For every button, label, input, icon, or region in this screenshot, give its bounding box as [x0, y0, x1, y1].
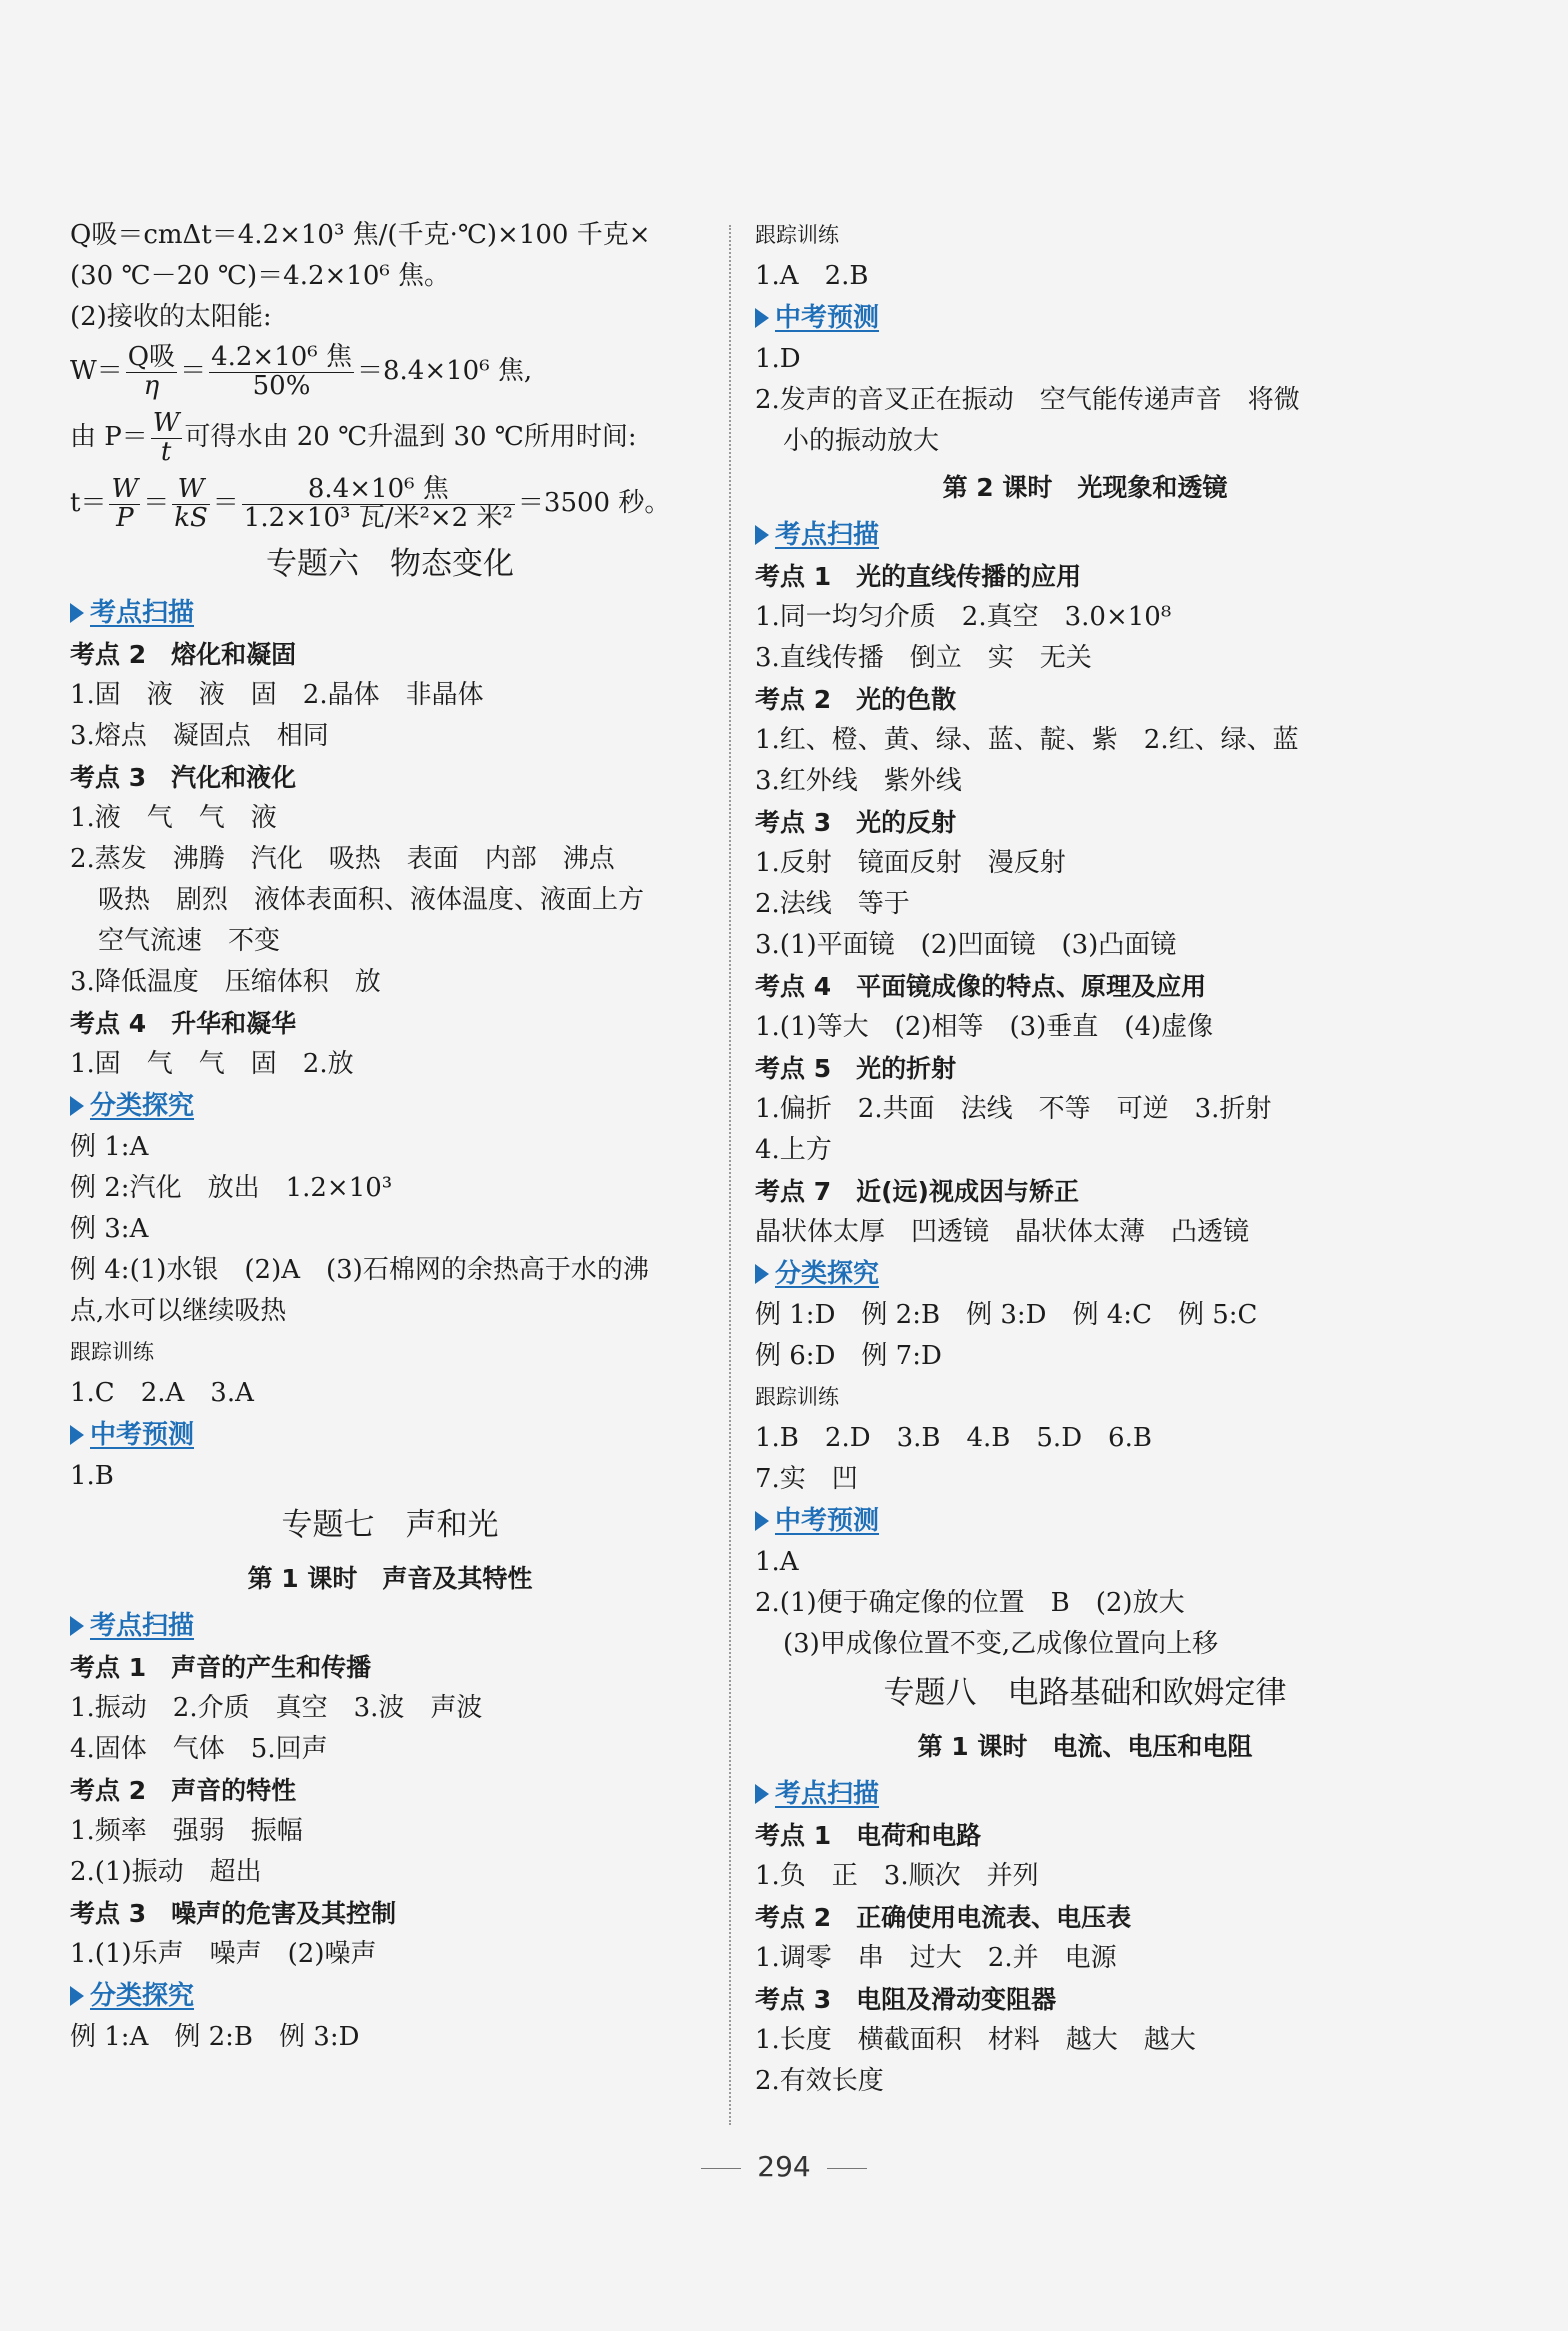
point-heading: 考点 2 声音的特性: [70, 1776, 297, 1805]
point-heading: 考点 1 电荷和电路: [755, 1821, 982, 1850]
fraction: [151, 410, 182, 466]
formula-w-lhs: W＝: [70, 356, 123, 386]
answer-line: 2.蒸发 沸腾 汽化 吸热 表面 内部 沸点: [70, 844, 615, 874]
answer-line: 例 1:D 例 2:B 例 3:D 例 4:C 例 5:C: [755, 1300, 1258, 1330]
fraction: [242, 476, 515, 532]
answer-line: 1.液 气 气 液: [70, 803, 277, 833]
play-arrow-icon: [70, 1616, 84, 1636]
point-heading: 考点 3 汽化和液化: [70, 763, 297, 792]
point-heading: 考点 5 光的折射: [755, 1054, 957, 1083]
play-arrow-icon: [755, 525, 769, 545]
page-number-text: 294: [757, 2150, 811, 2183]
play-arrow-icon: [755, 1784, 769, 1804]
formula-p-pre: 由 P＝: [70, 422, 148, 452]
fraction-denominator: 1.2×10³ 瓦/米²×2 米²: [243, 502, 513, 533]
formula-t: t＝ $\frac{W}{P}$ ＝ $\frac{W}{kS}$ ＝ $\frac{\text{8.4×10⁶ 焦}}{\text{1.2×10³ 瓦/米²×2 米²}}$ ＝3500 秒。: [70, 474, 671, 533]
answer-line: 1.A 2.B: [755, 261, 869, 291]
answer-line: 2.发声的音叉正在振动 空气能传递声音 将微: [755, 385, 1300, 415]
right-column: [755, 215, 1415, 2102]
answer-line: 1.(1)等大 (2)相等 (3)垂直 (4)虚像: [755, 1012, 1214, 1042]
answer-line: 1.红、橙、黄、绿、蓝、靛、紫 2.红、绿、蓝: [755, 725, 1299, 755]
point-heading: 考点 2 熔化和凝固: [70, 640, 297, 669]
formula-p: [70, 404, 710, 470]
answer-line: 2.(1)便于确定像的位置 B (2)放大: [755, 1588, 1185, 1618]
fraction-denominator: t: [160, 436, 172, 467]
point-heading: 考点 1 声音的产生和传播: [70, 1653, 372, 1682]
answer-line: 3.(1)平面镜 (2)凹面镜 (3)凸面镜: [755, 930, 1177, 960]
answer-line: 7.实 凹: [755, 1464, 858, 1494]
fraction-denominator: P: [116, 502, 134, 533]
answer-line: 晶状体太厚 凹透镜 晶状体太薄 凸透镜: [755, 1217, 1250, 1247]
answer-line: 1.B 2.D 3.B 4.B 5.D 6.B: [755, 1423, 1152, 1453]
formula-p-post: 可得水由 20 ℃升温到 30 ℃所用时间:: [184, 422, 637, 452]
answer-line: 1.B: [70, 1461, 114, 1491]
section-tag-label: 中考预测: [775, 303, 880, 333]
track-training-label: 跟踪训练: [755, 1385, 839, 1409]
answer-line: 4.上方: [755, 1135, 832, 1165]
fraction-numerator: W: [111, 474, 139, 505]
formula-t-rhs: ＝3500 秒。: [517, 488, 671, 518]
answer-line: 2.有效长度: [755, 2066, 884, 2096]
point-heading: 考点 3 电阻及滑动变阻器: [755, 1985, 1057, 2014]
fraction-numerator: 8.4×10⁶ 焦: [242, 476, 515, 504]
answer-line: (3)甲成像位置不变,乙成像位置向上移: [783, 1629, 1219, 1659]
page-number-rule: [827, 2168, 867, 2169]
answer-line: 例 4:(1)水银 (2)A (3)石棉网的余热高于水的沸: [70, 1255, 649, 1285]
play-arrow-icon: [70, 1425, 84, 1445]
point-heading: 考点 2 正确使用电流表、电压表: [755, 1903, 1132, 1932]
answer-line: 空气流速 不变: [98, 926, 281, 956]
answer-line: 吸热 剧烈 液体表面积、液体温度、液面上方: [98, 885, 645, 915]
answer-line: 3.降低温度 压缩体积 放: [70, 967, 381, 997]
section-tag-label: 分类探究: [90, 1981, 195, 2011]
answer-line: 2.(1)振动 超出: [70, 1857, 262, 1887]
answer-line: 2.法线 等于: [755, 889, 910, 919]
fraction-numerator: W: [152, 408, 180, 439]
column-divider: [729, 225, 731, 2125]
answer-line: 1.(1)乐声 噪声 (2)噪声: [70, 1939, 377, 1969]
formula-q-cont: (30 ℃－20 ℃)＝4.2×10⁶ 焦。: [70, 261, 451, 291]
formula-t-lhs: t＝: [70, 488, 107, 518]
answer-line: 1.调零 串 过大 2.并 电源: [755, 1943, 1117, 1973]
fraction-denominator: kS: [174, 502, 208, 533]
point-heading: 考点 2 光的色散: [755, 685, 957, 714]
point-heading: 考点 4 平面镜成像的特点、原理及应用: [755, 972, 1207, 1001]
section-tag-label: 中考预测: [90, 1420, 195, 1450]
answer-line: 1.A: [755, 1547, 799, 1577]
point-heading: 考点 7 近(远)视成因与矫正: [755, 1177, 1079, 1206]
play-arrow-icon: [755, 308, 769, 328]
answer-line: 小的振动放大: [783, 426, 940, 456]
answer-line: 1.长度 横截面积 材料 越大 越大: [755, 2025, 1196, 2055]
section-tag: [755, 1773, 1415, 1815]
answer-line: 1.D: [755, 344, 801, 374]
point-heading: 考点 3 光的反射: [755, 808, 957, 837]
section-tag-label: 分类探究: [775, 1259, 880, 1289]
fraction-numerator: W: [172, 476, 210, 504]
answer-line: 例 1:A: [70, 1132, 149, 1162]
section-tag: [755, 297, 1415, 339]
play-arrow-icon: [70, 1096, 84, 1116]
topic-title: 专题八 电路基础和欧姆定律: [883, 1675, 1287, 1711]
answer-line: 1.同一均匀介质 2.真空 3.0×10⁸: [755, 602, 1172, 632]
point-heading: 考点 3 噪声的危害及其控制: [70, 1899, 397, 1928]
play-arrow-icon: [70, 603, 84, 623]
solar-energy-label: (2)接收的太阳能:: [70, 302, 272, 332]
fraction: [109, 476, 140, 532]
section-tag-label: 考点扫描: [90, 1611, 195, 1641]
answer-line: 1.固 气 气 固 2.放: [70, 1049, 354, 1079]
section-tag: [70, 1414, 710, 1456]
section-tag: [755, 1500, 1415, 1542]
answer-line: 点,水可以继续吸热: [70, 1296, 287, 1326]
answer-line: 3.红外线 紫外线: [755, 766, 962, 796]
answer-line: 3.熔点 凝固点 相同: [70, 721, 329, 751]
section-tag-label: 考点扫描: [90, 598, 195, 628]
answer-line: 例 2:汽化 放出 1.2×10³: [70, 1173, 393, 1203]
section-tag-label: 考点扫描: [775, 520, 880, 550]
section-tag-label: 分类探究: [90, 1091, 195, 1121]
answer-line: 例 1:A 例 2:B 例 3:D: [70, 2022, 360, 2052]
lesson-title: 第 1 课时 电流、电压和电阻: [917, 1732, 1253, 1761]
page-number-rule: [701, 2168, 741, 2169]
answer-line: 1.频率 强弱 振幅: [70, 1816, 303, 1846]
formula-w: W＝ $\frac{\text{Q吸}}{\eta}$ ＝ $\frac{\text{4.2×10⁶ 焦}}{50\%}$ ＝8.4×10⁶ 焦,: [70, 342, 533, 401]
section-tag: [70, 1085, 710, 1127]
answer-line: 1.振动 2.介质 真空 3.波 声波: [70, 1693, 483, 1723]
section-tag: [70, 592, 710, 634]
play-arrow-icon: [755, 1511, 769, 1531]
topic-title: 专题六 物态变化: [266, 546, 514, 582]
point-heading: 考点 4 升华和凝华: [70, 1009, 297, 1038]
fraction: [172, 476, 210, 532]
track-training-label: 跟踪训练: [70, 1340, 154, 1364]
answer-line: 例 6:D 例 7:D: [755, 1341, 942, 1371]
answer-line: 3.直线传播 倒立 实 无关: [755, 643, 1092, 673]
point-heading: 考点 1 光的直线传播的应用: [755, 562, 1082, 591]
answer-line: 4.固体 气体 5.回声: [70, 1734, 328, 1764]
section-tag: [70, 1605, 710, 1647]
page-number: [0, 2150, 1568, 2183]
answer-line: 1.反射 镜面反射 漫反射: [755, 848, 1066, 878]
formula-q: Q吸＝cmΔt＝4.2×10³ 焦/(千克·℃)×100 千克×: [70, 220, 651, 250]
answer-line: 1.固 液 液 固 2.晶体 非晶体: [70, 680, 484, 710]
answer-line: 1.偏折 2.共面 法线 不等 可逆 3.折射: [755, 1094, 1272, 1124]
section-tag-label: 考点扫描: [775, 1779, 880, 1809]
left-column: [70, 215, 710, 2058]
fraction-numerator: 4.2×10⁶ 焦: [211, 342, 352, 373]
track-training-label: 跟踪训练: [755, 223, 839, 247]
fraction: [209, 344, 354, 400]
answer-line: 1.C 2.A 3.A: [70, 1378, 254, 1408]
lesson-title: 第 1 课时 声音及其特性: [247, 1564, 533, 1593]
fraction: [126, 344, 177, 400]
play-arrow-icon: [70, 1986, 84, 2006]
section-tag: [70, 1975, 710, 2017]
formula-w-rhs: ＝8.4×10⁶ 焦,: [356, 356, 533, 386]
answer-line: 例 3:A: [70, 1214, 149, 1244]
play-arrow-icon: [755, 1264, 769, 1284]
fraction-denominator: η: [143, 370, 160, 401]
answer-line: 1.负 正 3.顺次 并列: [755, 1861, 1039, 1891]
section-tag: [755, 1253, 1415, 1295]
lesson-title: 第 2 课时 光现象和透镜: [942, 473, 1228, 502]
fraction-numerator: Q吸: [127, 342, 176, 373]
section-tag-label: 中考预测: [775, 1506, 880, 1536]
topic-title: 专题七 声和光: [281, 1507, 499, 1543]
fraction-denominator: 50%: [252, 370, 311, 401]
section-tag: [755, 514, 1415, 556]
